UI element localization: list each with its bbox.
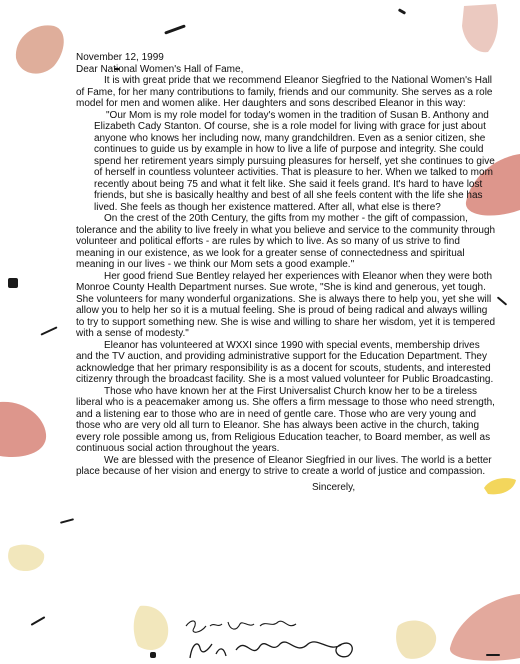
- fiber-fleck: [40, 326, 57, 335]
- fiber-fleck: [497, 296, 507, 305]
- petal-decoration-top-right: [458, 2, 502, 54]
- fiber-fleck: [486, 654, 500, 656]
- fiber-fleck: [150, 652, 156, 658]
- fiber-fleck: [60, 518, 74, 524]
- letter-paragraph-wxxi: Eleanor has volunteered at WXXI since 1990 with special events, membership drives and the TV auction, and providing administrative support for the Education Department. They acknowledge that her primary responsibility is as a docent for scouts, students, and interested citizenry through the broadcast facility. She is a most valued volunteer for Public Broadcasting.: [76, 339, 494, 385]
- letter-date: November 12, 1999: [76, 52, 164, 63]
- letter-salutation: Dear National Women's Hall of Fame,: [76, 63, 244, 75]
- petal-decoration-left-pink: [0, 396, 48, 460]
- letter-paragraph-quote-2: On the crest of the 20th Century, the gifts from my mother - the gift of compassion, tolerance and the ability to live freely in what you believe and service to the community through volunteer and political efforts - are rules by which to live. As so many of us strive to find meaning in our existence, as we look for a greater sense of connectedness and spiritual meaning in our lives - we think our Mom sets a good example.": [76, 213, 496, 270]
- letter-closing: Sincerely,: [312, 481, 356, 493]
- fiber-fleck: [398, 8, 406, 15]
- fiber-fleck: [8, 278, 18, 288]
- letter-paragraph-quote-1: "Our Mom is my role model for today's women in the tradition of Susan B. Anthony and Elizabeth Cady Stanton. Of course, she is a role model for living with grace for just about anyone who knows her including now, many grandchildren. Even as a senior citizen, she continues to guide us by example in how to live a life of purpose and integrity. She could spend her retirement years simply pursuing pleasures for herself, yet she continues to give of herself in countless volunteer activities. That is pleasure to her. When we talked to mom recently about being 75 and what it felt like. She said it feels grand. It's hard to have lost friends, but she is basically healthy and best of all she feels content with the life she has lived. She feels as though her existence mattered. After all, what else is there?: [94, 109, 495, 213]
- letter-paragraph-intro: It is with great pride that we recommend Eleanor Siegfried to the National Women's Hall of Fame, for her many contributions to family, friends and our community. She serves as a role model for men and women alike. Her daughters and sons described Eleanor in this way:: [76, 75, 493, 109]
- letter-paragraph-closing: We are blessed with the presence of Eleanor Siegfried in our lives. The world is a better place because of her vision and energy to strive to create a world of justice and compassion.: [76, 454, 492, 477]
- petal-decoration-bottom-cream: [132, 604, 172, 654]
- petal-decoration-bottom-right-cream: [394, 616, 438, 662]
- handwritten-signatures: [180, 614, 380, 662]
- petal-decoration-left-cream: [6, 540, 46, 576]
- fiber-fleck: [31, 616, 46, 626]
- fiber-fleck: [164, 24, 186, 34]
- letter-paragraph-friend: Her good friend Sue Bentley relayed her experiences with Eleanor when they were both Monroe County Health Department nurses. Sue wrote, "She is kind and generous, yet tough. She volunteers for many wonderful organizations. She is always there to help you, yet she will allow you to help her so it is a mutual feeling. She is proud of being radical and always willing to try to support something new. She is wise and willing to share her wisdom, yet it is tempered with a sense of modesty.": [76, 270, 496, 339]
- petal-decoration-top-left: [10, 18, 70, 80]
- letter-paragraph-church: Those who have known her at the First Universalist Church know her to be a tireless liberal who is a peacemaker among us. She offers a firm message to those who need strength, and a listening ear to those who are in need of gentle care. Those who are very young and those who are very old all turn to Eleanor. She has always been active in the church, taking every role possible among us, from Religious Education teacher, to Board member, as well as continuous social action throughout the years.: [76, 385, 495, 454]
- letter-body: [76, 52, 498, 493]
- petal-decoration-bottom-right-pink: [446, 588, 520, 664]
